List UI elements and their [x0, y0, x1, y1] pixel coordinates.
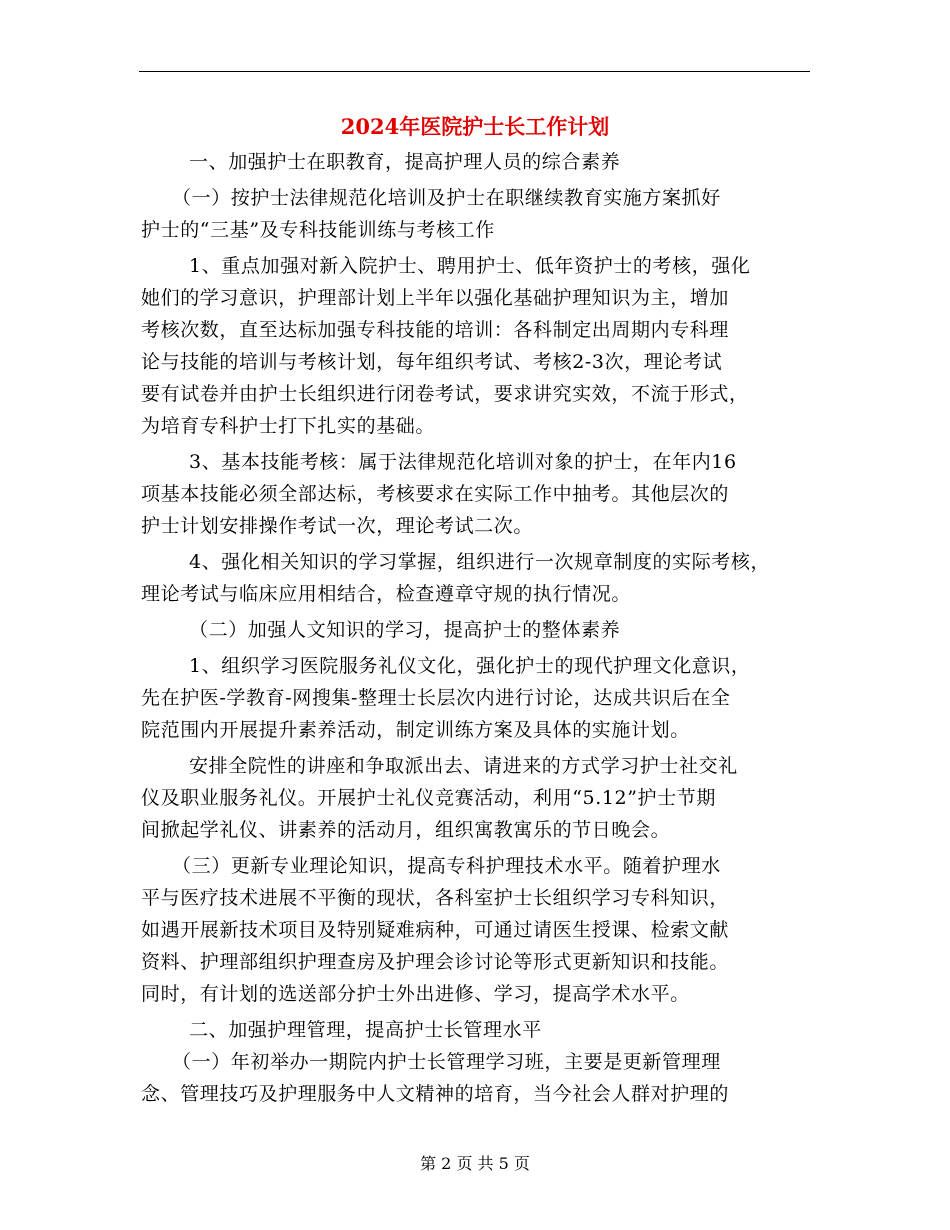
text-line: （二）加强人文知识的学习，提高护士的整体素养 — [189, 619, 621, 641]
text-line: 项基本技能必须全部达标，考核要求在实际工作中抽考。其他层次的 — [141, 483, 730, 505]
text-line: 她们的学习意识，护理部计划上半年以强化基础护理知识为主，增加 — [141, 287, 730, 309]
text-line: （一）按护士法律规范化培训及护士在职继续教育实施方案抓好 — [172, 187, 721, 209]
text-line: 同时，有计划的选送部分护士外出进修、学习，提高学术水平。 — [141, 983, 690, 1005]
text-line: 护士的“三基”及专科技能训练与考核工作 — [141, 219, 495, 241]
text-line: 资料、护理部组织护理查房及护理会诊讨论等形式更新知识和技能。 — [141, 951, 730, 973]
text-line: 1、组织学习医院服务礼仪文化，强化护士的现代护理文化意识， — [189, 655, 751, 677]
text-line: 一、加强护士在职教育，提高护理人员的综合素养 — [189, 151, 621, 173]
text-line: 为培育专科护士打下扎实的基础。 — [141, 415, 436, 437]
text-line: 3、基本技能考核：属于法律规范化培训对象的护士，在年内16 — [189, 451, 737, 473]
header-rule — [139, 71, 810, 72]
page-number-footer: 第 2 页 共 5 页 — [420, 1154, 530, 1173]
text-line: 先在护医-学教育-网搜集-整理士长层次内进行讨论，达成共识后在全 — [141, 687, 731, 709]
text-line: 安排全院性的讲座和争取派出去、请进来的方式学习护士社交礼 — [189, 755, 738, 777]
text-line: 平与医疗技术进展不平衡的现状，各科室护士长组织学习专科知识， — [141, 887, 730, 909]
text-line: （一）年初举办一期院内护士长管理学习班，主要是更新管理理 — [172, 1051, 721, 1073]
text-line: 护士计划安排操作考试一次，理论考试二次。 — [141, 515, 534, 537]
text-line: 如遇开展新技术项目及特别疑难病种，可通过请医生授课、检索文献 — [141, 919, 730, 941]
text-line: 4、强化相关知识的学习掌握，组织进行一次规章制度的实际考核， — [189, 551, 771, 573]
text-line: 二、加强护理管理，提高护士长管理水平 — [189, 1019, 542, 1041]
text-line: 间掀起学礼仪、讲素养的活动月，组织寓教寓乐的节日晚会。 — [141, 819, 671, 841]
text-line: 要有试卷并由护士长组织进行闭卷考试，要求讲究实效，不流于形式， — [141, 383, 749, 405]
text-line: 考核次数，直至达标加强专科技能的培训：各科制定出周期内专科理 — [141, 319, 730, 341]
document-title: 2024年医院护士长工作计划 — [340, 114, 610, 139]
text-line: 念、管理技巧及护理服务中人文精神的培育，当今社会人群对护理的 — [141, 1083, 730, 1105]
text-line: 1、重点加强对新入院护士、聘用护士、低年资护士的考核，强化 — [189, 255, 751, 277]
text-line: 理论考试与临床应用相结合，检查遵章守规的执行情况。 — [141, 583, 632, 605]
text-line: 院范围内开展提升素养活动，制定训练方案及具体的实施计划。 — [141, 719, 690, 741]
text-line: （三）更新专业理论知识，提高专科护理技术水平。随着护理水 — [172, 855, 721, 877]
text-line: 仪及职业服务礼仪。开展护士礼仪竞赛活动，利用“5.12”护士节期 — [141, 787, 716, 809]
text-line: 论与技能的培训与考核计划，每年组织考试、考核2-3次，理论考试 — [141, 351, 723, 373]
